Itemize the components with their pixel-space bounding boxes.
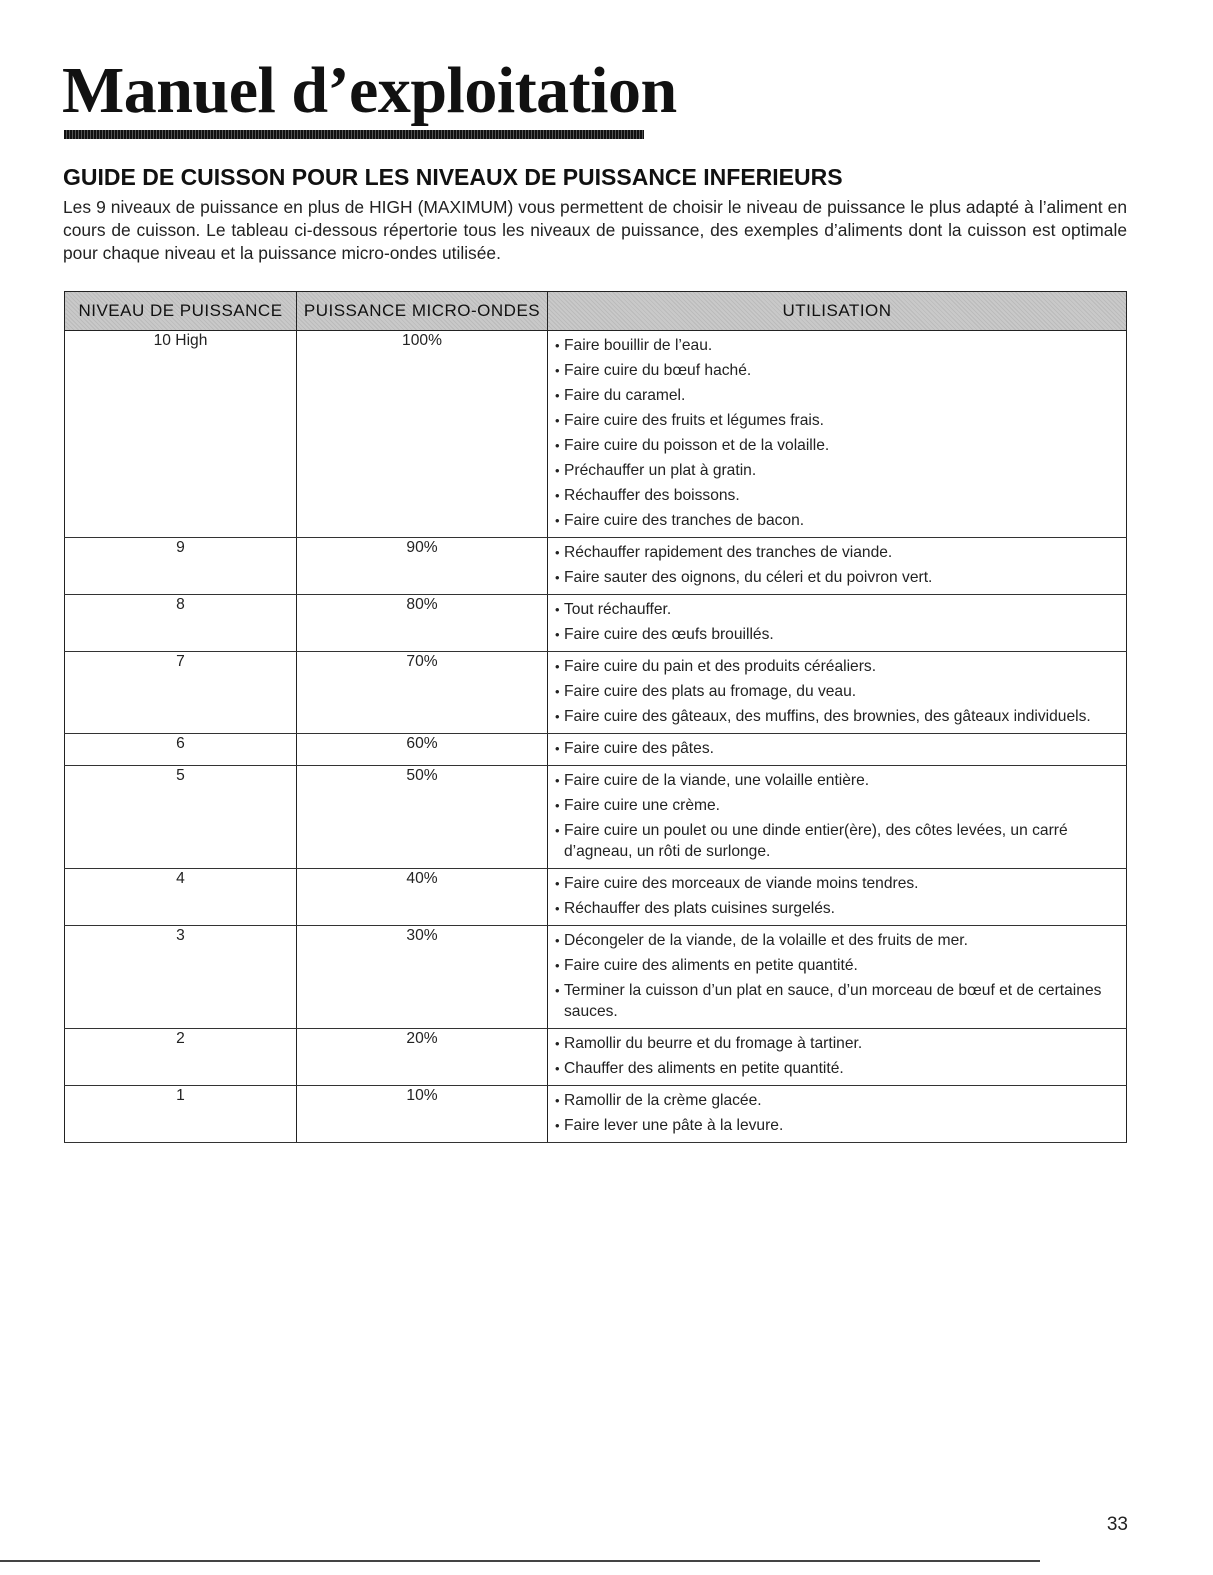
usage-item	[555, 1090, 1118, 1115]
microwave-power-value: 30%	[406, 927, 438, 944]
usage-item-text: Chauffer des aliments en petite quantité.	[564, 1060, 844, 1077]
usage-item	[555, 485, 1118, 510]
usage-item-text: Réchauffer des boissons.	[564, 487, 740, 504]
usage-list	[548, 869, 1126, 925]
power-level-cell	[65, 926, 297, 1029]
usage-item-text: Faire cuire des œufs brouillés.	[564, 626, 774, 643]
usage-item	[555, 460, 1118, 485]
usage-item	[555, 1058, 1118, 1083]
microwave-power-cell	[297, 1086, 548, 1143]
power-level-cell	[65, 766, 297, 869]
table-row	[65, 766, 1127, 869]
page-title: Manuel d’exploitation	[62, 54, 677, 127]
usage-cell	[548, 1029, 1127, 1086]
usage-cell	[548, 734, 1127, 766]
microwave-power-value: 60%	[406, 735, 438, 752]
power-level-value: 6	[176, 735, 185, 752]
usage-item-text: Faire cuire des morceaux de viande moins tendres.	[564, 875, 919, 892]
usage-cell	[548, 869, 1127, 926]
power-level-value: 4	[176, 870, 185, 887]
section-heading: GUIDE DE CUISSON POUR LES NIVEAUX DE PUISSANCE INFERIEURS	[63, 164, 843, 190]
title-underline	[64, 130, 644, 139]
microwave-power-cell	[297, 538, 548, 595]
power-level-cell	[65, 331, 297, 538]
microwave-power-value: 50%	[406, 767, 438, 784]
usage-list	[548, 538, 1126, 594]
power-level-value: 1	[176, 1087, 185, 1104]
power-level-value: 5	[176, 767, 185, 784]
table-row	[65, 869, 1127, 926]
table-row	[65, 652, 1127, 734]
microwave-power-cell	[297, 926, 548, 1029]
power-level-cell	[65, 595, 297, 652]
usage-list	[548, 1086, 1126, 1142]
usage-item-text: Faire cuire des gâteaux, des muffins, des brownies, des gâteaux individuels.	[564, 708, 1091, 725]
power-level-cell	[65, 1029, 297, 1086]
power-level-value: 10 High	[153, 332, 208, 349]
usage-cell	[548, 652, 1127, 734]
usage-item	[555, 955, 1118, 980]
microwave-power-value: 80%	[406, 596, 438, 613]
usage-item-text: Faire cuire un poulet ou une dinde entier(ère), des côtes levées, un carré d’agneau, un rôti de surlonge.	[564, 822, 1068, 860]
usage-item	[555, 542, 1118, 567]
usage-item-text: Réchauffer rapidement des tranches de viande.	[564, 544, 893, 561]
usage-item-text: Faire cuire des aliments en petite quantité.	[564, 957, 858, 974]
usage-item	[555, 980, 1118, 1026]
usage-item	[555, 820, 1118, 866]
usage-item-text: Faire cuire du bœuf haché.	[564, 362, 752, 379]
power-level-value: 9	[176, 539, 185, 556]
microwave-power-value: 10%	[406, 1087, 438, 1104]
usage-item	[555, 706, 1118, 731]
usage-item	[555, 738, 1118, 763]
usage-item-text: Faire cuire des plats au fromage, du veau.	[564, 683, 857, 700]
table-row	[65, 538, 1127, 595]
power-level-cell	[65, 1086, 297, 1143]
microwave-power-cell	[297, 331, 548, 538]
usage-list	[548, 926, 1126, 1028]
microwave-power-cell	[297, 1029, 548, 1086]
usage-item	[555, 930, 1118, 955]
microwave-power-cell	[297, 595, 548, 652]
table-row	[65, 734, 1127, 766]
usage-item	[555, 435, 1118, 460]
usage-item-text: Faire du caramel.	[564, 387, 686, 404]
usage-item-text: Faire lever une pâte à la levure.	[564, 1117, 784, 1134]
usage-list	[548, 595, 1126, 651]
intro-paragraph: Les 9 niveaux de puissance en plus de HIGH (MAXIMUM) vous permettent de choisir le niveau de puissance le plus adapté à l’aliment en cours de cuisson. Le tableau ci-dessous répertorie tous les niveaux de puissance, des exemples d’aliments dont la cuisson est optimale pour chaque niveau et la puissance micro-ondes utilisée.	[63, 197, 1127, 263]
table-row	[65, 1086, 1127, 1143]
usage-item	[555, 510, 1118, 535]
header-power-level: NIVEAU DE PUISSANCE	[65, 292, 297, 331]
page-number: 33	[1106, 1514, 1128, 1535]
usage-item-text: Faire cuire du poisson et de la volaille.	[564, 437, 830, 454]
power-level-table	[64, 291, 1127, 1143]
usage-cell	[548, 331, 1127, 538]
power-level-value: 8	[176, 596, 185, 613]
usage-cell	[548, 538, 1127, 595]
usage-item	[555, 410, 1118, 435]
usage-list	[548, 331, 1126, 537]
usage-list	[548, 766, 1126, 868]
usage-item	[555, 898, 1118, 923]
usage-item	[555, 656, 1118, 681]
power-level-cell	[65, 538, 297, 595]
table-row	[65, 1029, 1127, 1086]
microwave-power-value: 40%	[406, 870, 438, 887]
usage-item	[555, 385, 1118, 410]
usage-item	[555, 1033, 1118, 1058]
microwave-power-cell	[297, 869, 548, 926]
usage-item	[555, 1115, 1118, 1140]
usage-item	[555, 335, 1118, 360]
usage-item-text: Faire cuire des pâtes.	[564, 740, 714, 757]
usage-item	[555, 873, 1118, 898]
microwave-power-value: 20%	[406, 1030, 438, 1047]
usage-item	[555, 567, 1118, 592]
usage-item	[555, 624, 1118, 649]
microwave-power-cell	[297, 734, 548, 766]
usage-cell	[548, 595, 1127, 652]
usage-item-text: Faire cuire de la viande, une volaille entière.	[564, 772, 870, 789]
usage-item-text: Ramollir du beurre et du fromage à tartiner.	[564, 1035, 863, 1052]
usage-item-text: Décongeler de la viande, de la volaille et des fruits de mer.	[564, 932, 968, 949]
page-bottom-rule	[0, 1560, 1040, 1562]
usage-item-text: Tout réchauffer.	[564, 601, 672, 618]
usage-item-text: Préchauffer un plat à gratin.	[564, 462, 757, 479]
table-header-row	[65, 292, 1127, 331]
microwave-power-cell	[297, 652, 548, 734]
usage-item	[555, 770, 1118, 795]
usage-item-text: Faire cuire une crème.	[564, 797, 720, 814]
usage-item	[555, 795, 1118, 820]
usage-item-text: Réchauffer des plats cuisines surgelés.	[564, 900, 836, 917]
microwave-power-cell	[297, 766, 548, 869]
table-row	[65, 595, 1127, 652]
usage-list	[548, 734, 1126, 765]
power-level-value: 2	[176, 1030, 185, 1047]
usage-item-text: Faire cuire des tranches de bacon.	[564, 512, 805, 529]
usage-cell	[548, 766, 1127, 869]
power-level-value: 3	[176, 927, 185, 944]
usage-item-text: Faire cuire des fruits et légumes frais.	[564, 412, 824, 429]
usage-item-text: Ramollir de la crème glacée.	[564, 1092, 762, 1109]
usage-list	[548, 652, 1126, 733]
usage-item	[555, 360, 1118, 385]
usage-list	[548, 1029, 1126, 1085]
usage-cell	[548, 1086, 1127, 1143]
usage-item	[555, 681, 1118, 706]
microwave-power-value: 70%	[406, 653, 438, 670]
table-body	[65, 331, 1127, 1143]
usage-item-text: Faire sauter des oignons, du céleri et du poivron vert.	[564, 569, 933, 586]
usage-cell	[548, 926, 1127, 1029]
usage-item-text: Terminer la cuisson d’un plat en sauce, d’un morceau de bœuf et de certaines sauces.	[564, 982, 1102, 1020]
power-level-value: 7	[176, 653, 185, 670]
microwave-power-value: 100%	[402, 332, 442, 349]
usage-item	[555, 599, 1118, 624]
power-level-cell	[65, 734, 297, 766]
header-usage: UTILISATION	[548, 292, 1127, 331]
power-level-cell	[65, 869, 297, 926]
usage-item-text: Faire bouillir de l’eau.	[564, 337, 713, 354]
microwave-power-value: 90%	[406, 539, 438, 556]
table-row	[65, 331, 1127, 538]
usage-item-text: Faire cuire du pain et des produits céréaliers.	[564, 658, 877, 675]
power-level-cell	[65, 652, 297, 734]
header-microwave-power: PUISSANCE MICRO-ONDES	[297, 292, 548, 331]
table-row	[65, 926, 1127, 1029]
